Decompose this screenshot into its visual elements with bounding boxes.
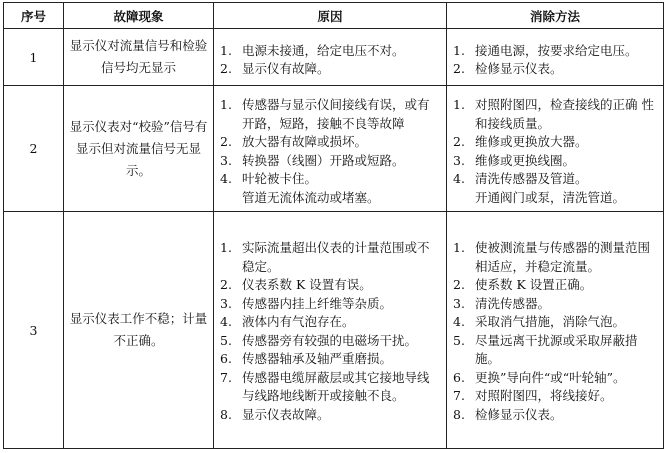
remedy-item [453,295,657,314]
table-row [4,29,664,86]
header-row [4,3,664,29]
remedy-item [453,276,657,295]
remedy-item-number: 5. [453,332,465,348]
remedy-item-number: 8. [453,406,465,422]
remedy-item-text: 接通电源，按要求给定电压。 [475,42,638,58]
cause-item [220,276,440,295]
remedy-list [447,236,663,424]
cause-item [220,189,440,208]
remedy-item-number: 2. [453,134,465,149]
remedy-item-text: 清洗传感器及管道。 [475,171,588,186]
remedy-item [453,189,657,208]
symptom-cell: 显示仪表工作不稳；计量不正确。 [64,212,214,449]
cause-item-number: 1. [220,97,232,112]
remedy-item [453,96,657,133]
cause-item-text: 电源未接通，给定电压不对。 [242,42,405,58]
remedy-item-text: 开通阀门或泵，清洗管道。 [475,189,626,205]
cause-item-number: 2. [220,61,232,76]
cause-item-text: 显示仪表故障。 [242,406,330,422]
remedy-item [453,332,657,369]
cause-item-text: 叶轮被卡住。 [242,171,318,186]
remedy-item-number: 7. [453,388,465,403]
remedy-item-number: 2. [453,61,465,76]
remedy-item-text: 维修或更换线圈。 [475,152,576,168]
cause-item-number: 1. [220,42,232,58]
cause-item-number: 1. [220,240,232,255]
remedy-item [453,369,657,388]
remedy-item-number: 2. [453,277,465,292]
remedy-list [447,36,663,79]
remedy-item-number: 1. [453,42,465,58]
cause-item [220,406,440,425]
remedy-item [453,239,657,276]
table-row [4,86,664,212]
remedy-cell [447,212,664,449]
cause-item-number: 4. [220,171,232,186]
cause-item-text: 传感器电缆屏蔽层或其它接地导线与线路地线断开或接触不良。 [242,369,430,403]
remedy-item-text: 检修显示仪表。 [475,61,563,76]
remedy-item-text: 使被测流量与传感器的测量范围相适应，并稳定流量。 [475,240,651,274]
cause-item [220,313,440,332]
cause-item-text: 管道无流体流动或堵塞。 [242,189,380,205]
cause-list [214,236,446,424]
header-remedy: 消除方法 [447,3,664,29]
cause-item-text: 转换器（线圈）开路或短路。 [242,152,405,168]
row-number: 3 [4,212,64,449]
cause-item [220,96,440,133]
header-no: 序号 [4,3,64,29]
cause-item-number: 7. [220,369,232,385]
remedy-item-text: 维修或更换放大器。 [475,134,588,149]
remedy-cell [447,86,664,212]
cause-item-text: 液体内有气泡存在。 [242,314,355,329]
fault-table [3,2,664,449]
cause-item-text: 传感器轴承及轴严重磨损。 [242,351,393,366]
cause-item [220,170,440,189]
remedy-item-text: 对照附图四，将线接好。 [475,388,613,403]
cause-list [214,90,446,207]
cause-item-number: 2. [220,277,232,292]
cause-list [214,36,446,79]
cause-item-number: 2. [220,134,232,149]
cause-cell [214,29,447,86]
cause-item [220,152,440,171]
remedy-item [453,313,657,332]
cause-item [220,295,440,314]
cause-item-text: 传感器内挂上纤维等杂质。 [242,295,393,311]
symptom-cell: 显示仪表对“校验”信号有显示但对流量信号无显示。 [64,86,214,212]
header-symptom: 故障现象 [64,3,214,29]
table-row [4,212,664,449]
remedy-item [453,60,657,79]
cause-item-text: 实际流量超出仪表的计量范围或不稳定。 [242,240,430,274]
remedy-item [453,133,657,152]
remedy-item-number: 6. [453,369,465,385]
remedy-item-text: 清洗传感器。 [475,295,551,311]
cause-item [220,239,440,276]
remedy-item-number: 4. [453,171,465,186]
remedy-item [453,152,657,171]
remedy-item [453,42,657,61]
cause-item [220,369,440,406]
header-cause: 原因 [214,3,447,29]
cause-item [220,332,440,351]
cause-item-number: 8. [220,406,232,422]
cause-item-text: 显示仪有故障。 [242,61,330,76]
cause-item-number: 5. [220,332,232,348]
remedy-item-number [453,189,475,208]
remedy-list [447,90,663,207]
row-number: 1 [4,29,64,86]
cause-cell [214,86,447,212]
remedy-item-text: 检修显示仪表。 [475,406,563,422]
remedy-item-text: 尽量远离干扰源或采取屏蔽措施。 [475,332,638,366]
cause-item-text: 放大器有故障或损坏。 [242,134,368,149]
symptom-cell: 显示仪对流量信号和检验信号均无显示 [64,29,214,86]
remedy-item [453,170,657,189]
cause-item [220,42,440,61]
remedy-item-text: 使系数 K 设置正确。 [475,277,593,292]
cause-item [220,133,440,152]
remedy-item-number: 1. [453,97,465,112]
remedy-cell [447,29,664,86]
row-number: 2 [4,86,64,212]
remedy-item-text: 更换”导向件“或“叶轮轴”。 [475,369,626,385]
cause-item-text: 传感器与显示仪间接线有误，或有开路，短路，接触不良等故障 [242,97,430,131]
cause-item-number: 4. [220,314,232,329]
remedy-item-number: 1. [453,240,465,255]
cause-item-number: 3. [220,152,232,168]
cause-item-number [220,189,242,208]
cause-cell [214,212,447,449]
cause-item-number: 6. [220,351,232,366]
remedy-item-number: 3. [453,152,465,168]
cause-item [220,350,440,369]
cause-item-number: 3. [220,295,232,311]
remedy-item-text: 采取消气措施，消除气泡。 [475,314,626,329]
remedy-item-number: 3. [453,295,465,311]
remedy-item [453,387,657,406]
cause-item-text: 传感器旁有较强的电磁场干扰。 [242,332,418,348]
cause-item [220,60,440,79]
cause-item-text: 仪表系数 K 设置有误。 [242,277,372,292]
remedy-item-text: 对照附图四，检查接线的正确 性和接线质量。 [475,97,654,131]
remedy-item-number: 4. [453,314,465,329]
remedy-item [453,406,657,425]
